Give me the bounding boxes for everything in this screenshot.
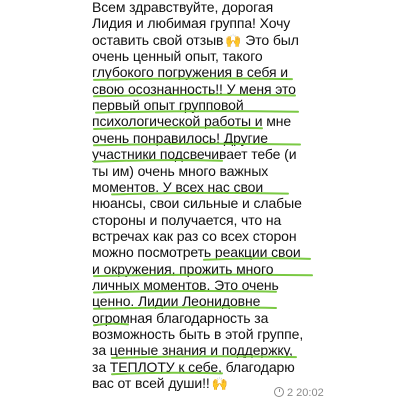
message-line-10: участники подсвечивает тебе (и [92,146,297,163]
message-line-8: психологической работы и мне [92,113,292,130]
message-line-7: первый опыт групповой [92,97,244,114]
message-line-17: и окружения, прожить много [92,260,274,277]
message-line-2: Лидия и любимая группа! Хочу [92,15,291,32]
message-line-24-text: вас от всей души!! [92,375,210,392]
timestamp-text: 2 20:02 [287,387,324,399]
message-line-13: нюансы, свои сильные и слабые [92,195,302,212]
message-line-3-text: оставить свой отзыв [92,31,224,48]
message-line-6: свою осознанность!! У меня это [92,80,296,97]
message-line-3 [92,32,299,50]
message-line-15: встречах как раз со всех сторон [92,227,297,244]
message-line-5: глубокого погружения в себя и [92,64,288,81]
raised-hands-icon-end: 🙌 [211,377,228,393]
raised-hands-icon: 🙌 [225,33,242,49]
message-line-21: возможность быть в этой группе, [92,326,304,342]
message-line-4: очень ценный опыт, такого [92,48,263,65]
message-line-19: ценно. Лидии Леонидовне [92,293,261,310]
message-line-11: ты им) очень много важных [92,162,269,179]
message-line-1: Всем здравствуйте, дорогая [92,0,274,15]
message-line-12: моментов. У всех нас свои [92,178,264,195]
message-line-14: стороны и получается, что на [92,211,282,228]
message-line-20: огромная благодарность за [92,309,269,326]
message-line-22: за ценные знания и поддержку, [92,342,293,359]
message-line-24 [92,375,228,393]
message-timestamp [274,387,324,399]
message-line-9: очень понравилось! Другие [92,129,268,146]
clock-icon [274,387,284,397]
message-line-16: можно посмотреть реакции свои [92,244,301,261]
message-line-18: личных моментов. Это очень [92,276,279,293]
message-line-23: за ТЕПЛОТУ к себе, благодарю [92,358,295,375]
message-line-3-suffix: Это был [245,31,299,48]
